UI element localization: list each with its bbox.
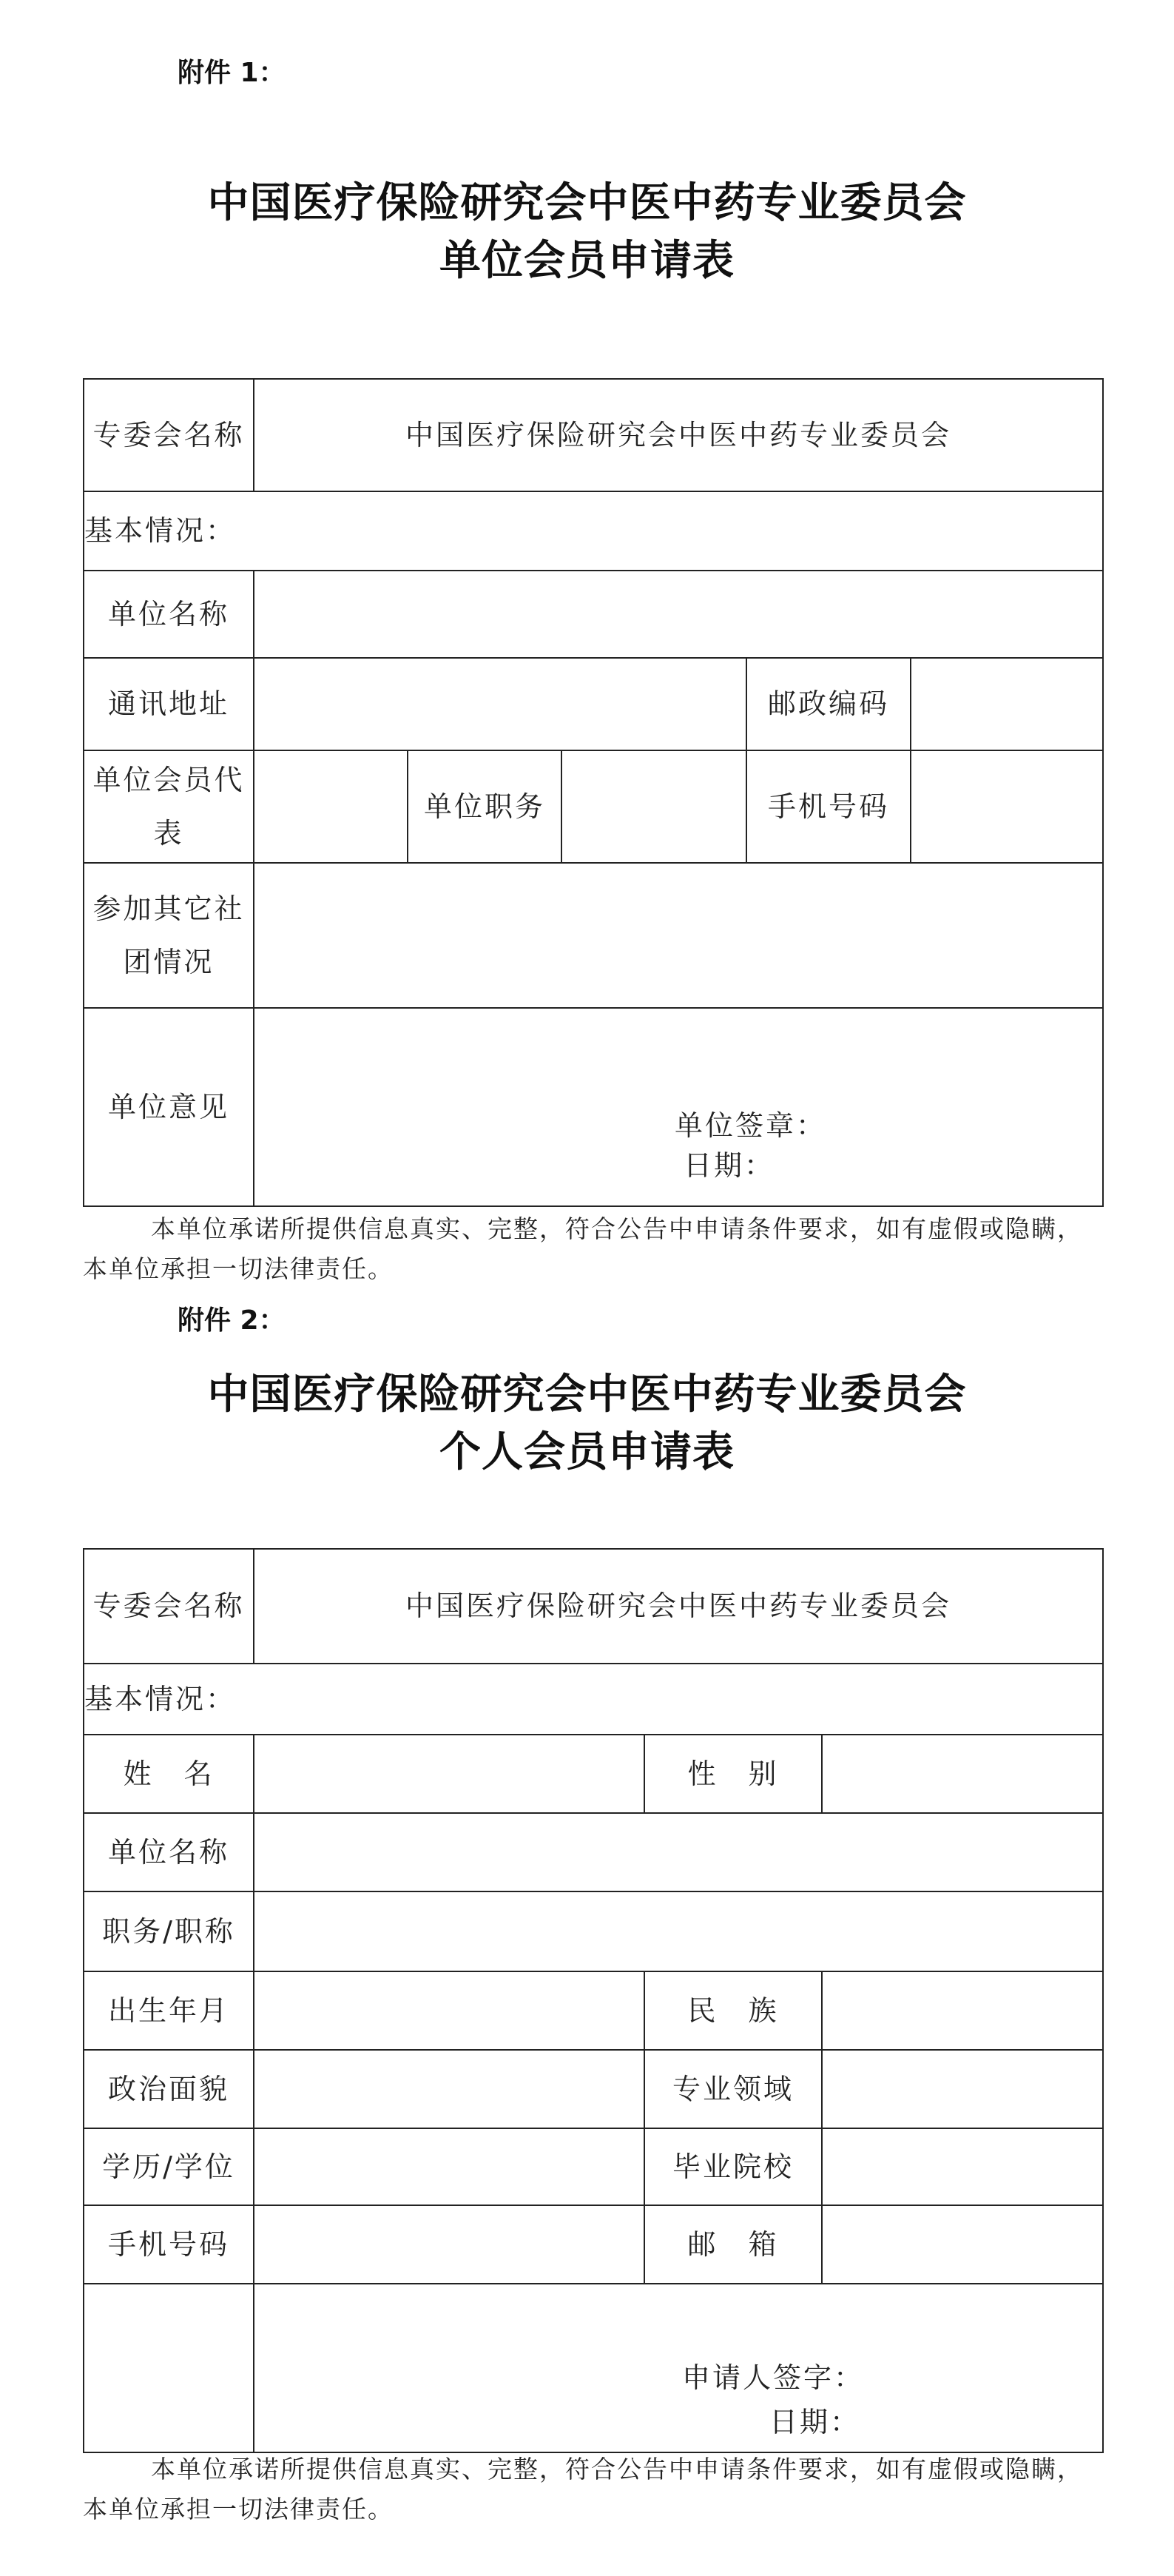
mobile-label: 手机号码 (84, 2205, 254, 2284)
ethnicity-field[interactable] (822, 1971, 1103, 2050)
political-label: 政治面貌 (84, 2050, 254, 2128)
school-label: 毕业院校 (644, 2128, 822, 2205)
field-field[interactable] (822, 2050, 1103, 2128)
name-field[interactable] (254, 1735, 644, 1813)
unit-date-label: 日期： (684, 1149, 775, 1182)
unit-name-label: 单位名称 (84, 571, 254, 658)
committee-name-label: 专委会名称 (84, 1549, 254, 1664)
unit-name-label: 单位名称 (84, 1813, 254, 1891)
unit-seal-label: 单位签章： (675, 1109, 827, 1142)
gender-label: 性 别 (644, 1735, 822, 1813)
position-field[interactable] (561, 750, 746, 863)
committee-name-value: 中国医疗保险研究会中医中药专业委员会 (254, 379, 1103, 491)
job-title-label: 职务/职称 (84, 1891, 254, 1971)
gender-field[interactable] (822, 1735, 1103, 1813)
unit-name-field[interactable] (254, 1813, 1103, 1891)
signature-row-label (84, 2284, 254, 2452)
mobile-field[interactable] (254, 2205, 644, 2284)
personal-member-form (83, 1548, 1102, 2453)
school-field[interactable] (822, 2128, 1103, 2205)
birth-label: 出生年月 (84, 1971, 254, 2050)
education-field[interactable] (254, 2128, 644, 2205)
personal-declaration: 本单位承诺所提供信息真实、完整，符合公告中申请条件要求，如有虚假或隐瞒，本单位承担一切法律责任。 (83, 2455, 1083, 2523)
mobile-label: 手机号码 (746, 750, 911, 863)
job-title-field[interactable] (254, 1891, 1103, 1971)
applicant-date-label: 日期： (769, 2406, 861, 2438)
other-orgs-label: 参加其它社团情况 (84, 863, 254, 1008)
personal-member-table (83, 1548, 1104, 2453)
committee-name-label: 专委会名称 (84, 379, 254, 491)
name-label: 姓 名 (84, 1735, 254, 1813)
ethnicity-label: 民 族 (644, 1971, 822, 2050)
postcode-label: 邮政编码 (746, 658, 911, 750)
unit-name-field[interactable] (254, 571, 1103, 658)
representative-field[interactable] (254, 750, 408, 863)
unit-declaration: 本单位承诺所提供信息真实、完整，符合公告中申请条件要求，如有虚假或隐瞒，本单位承担一切法律责任。 (83, 1214, 1083, 1283)
basic-info-heading: 基本情况： (84, 1664, 1103, 1735)
education-label: 学历/学位 (84, 2128, 254, 2205)
field-label: 专业领域 (644, 2050, 822, 2128)
email-field[interactable] (822, 2205, 1103, 2284)
email-label: 邮 箱 (644, 2205, 822, 2284)
basic-info-heading: 基本情况： (84, 491, 1103, 571)
committee-name-value: 中国医疗保险研究会中医中药专业委员会 (254, 1549, 1103, 1664)
form1-title-line1: 中国医疗保险研究会中医中药专业委员会 (207, 179, 967, 227)
representative-label: 单位会员代表 (84, 750, 254, 863)
form2-title-line2: 个人会员申请表 (439, 1428, 735, 1476)
attachment-2-label: 附件 2： (178, 1305, 286, 1336)
postcode-field[interactable] (911, 658, 1103, 750)
attachment-1-label: 附件 1： (178, 58, 286, 88)
unit-member-table (83, 378, 1104, 1207)
applicant-signature-label: 申请人签字： (682, 2361, 865, 2394)
political-field[interactable] (254, 2050, 644, 2128)
opinion-label: 单位意见 (84, 1008, 254, 1206)
opinion-field[interactable] (254, 1008, 1103, 1206)
signature-field[interactable] (254, 2284, 1103, 2452)
address-label: 通讯地址 (84, 658, 254, 750)
position-label: 单位职务 (408, 750, 561, 863)
form2-title-line1: 中国医疗保险研究会中医中药专业委员会 (207, 1371, 967, 1419)
form1-title-line2: 单位会员申请表 (439, 237, 735, 285)
unit-member-form (83, 378, 1102, 1207)
birth-field[interactable] (254, 1971, 644, 2050)
address-field[interactable] (254, 658, 746, 750)
other-orgs-field[interactable] (254, 863, 1103, 1008)
mobile-field[interactable] (911, 750, 1103, 863)
